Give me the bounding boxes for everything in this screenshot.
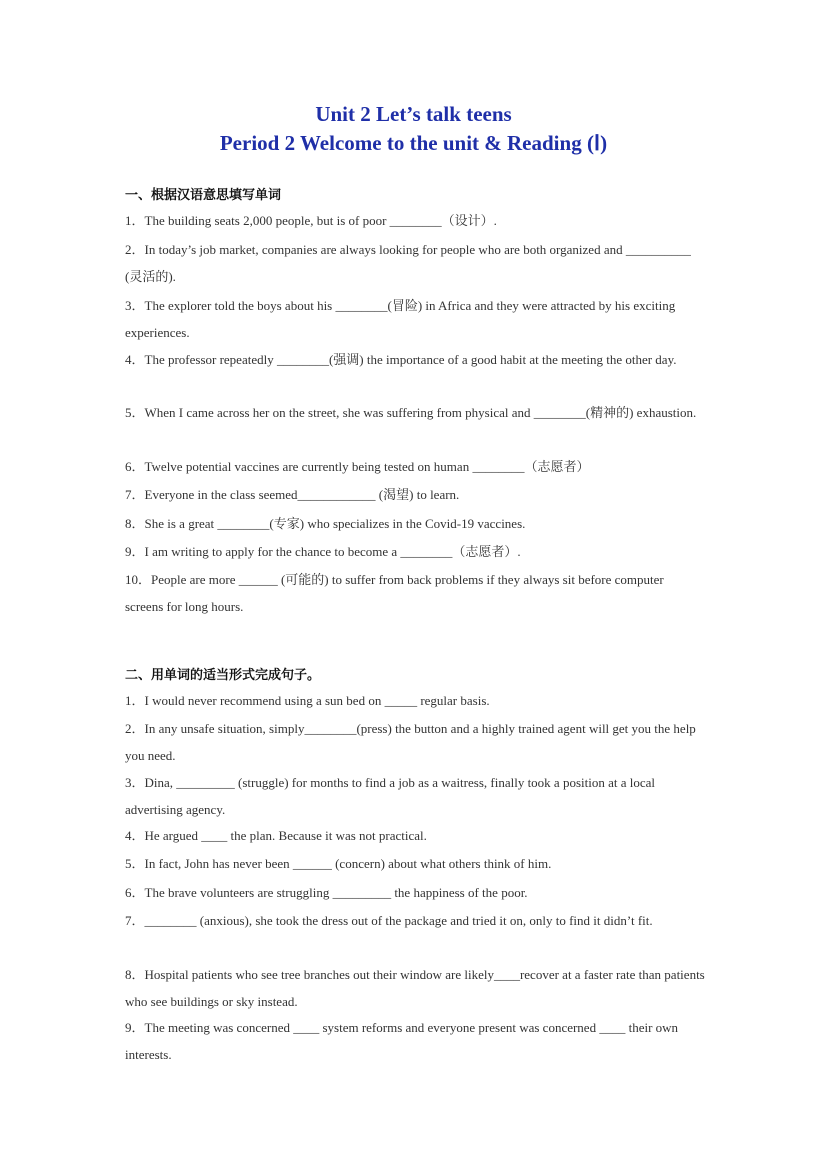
section1-heading: 一、根据汉语意思填写单词 [125,188,282,203]
section2-item-8: 8．Hospital patients who see tree branches out their window are likely____recover at a faster rate than patients who see buildings or sky instead. [125,967,705,1009]
section2-item-9: 9．The meeting was concerned ____ system reforms and everyone present was concerned ____ their own interests. [125,1020,679,1062]
section2-item-1: 1．I would never recommend using a sun bed on _____ regular basis. [125,693,490,708]
section2-item-3: 3．Dina, _________ (struggle) for months to find a job as a waitress, finally took a position at a local advertising agency. [125,775,656,817]
section2-item-4: 4．He argued ____ the plan. Because it was not practical. [125,828,427,843]
title-line-2: Period 2 Welcome to the unit & Reading (Ⅰ) [219,131,608,155]
section1-item-10: 10．People are more ______ (可能的) to suffer from back problems if they always sit before computer screens for long hours. [125,572,664,614]
section1-item-8: 8．She is a great ________(专家) who specializes in the Covid-19 vaccines. [125,516,526,531]
section2-item-2: 2．In any unsafe situation, simply________(press) the button and a highly trained agent will get you the help you need. [125,721,696,763]
section1-item-5: 5．When I came across her on the street, she was suffering from physical and ________(精神的) exhaustion. [125,405,697,420]
section1-item-7: 7．Everyone in the class seemed____________ (渴望) to learn. [125,487,460,502]
section1-item-9: 9．I am writing to apply for the chance to become a ________（志愿者）. [125,544,521,559]
section1-item-3: 3．The explorer told the boys about his ________(冒险) in Africa and they were attracted by his exciting experiences. [125,298,676,340]
section1-item-2: 2．In today’s job market, companies are always looking for people who are both organized and __________ (灵活的). [125,242,691,284]
section2-heading: 二、用单词的适当形式完成句子。 [125,668,321,683]
section1-item-4: 4．The professor repeatedly ________(强调) the importance of a good habit at the meeting the other day. [125,352,677,367]
section2-item-7: 7．________ (anxious), she took the dress out of the package and tried it on, only to find it didn’t fit. [125,913,653,928]
section2-item-6: 6．The brave volunteers are struggling _________ the happiness of the poor. [125,885,528,900]
section1-item-6: 6．Twelve potential vaccines are currently being tested on human ________（志愿者） [125,459,590,474]
section1-item-1: 1．The building seats 2,000 people, but is of poor ________（设计）. [125,213,497,228]
section2-item-5: 5．In fact, John has never been ______ (concern) about what others think of him. [125,856,552,871]
title-line-1: Unit 2 Let’s talk teens [315,102,512,126]
